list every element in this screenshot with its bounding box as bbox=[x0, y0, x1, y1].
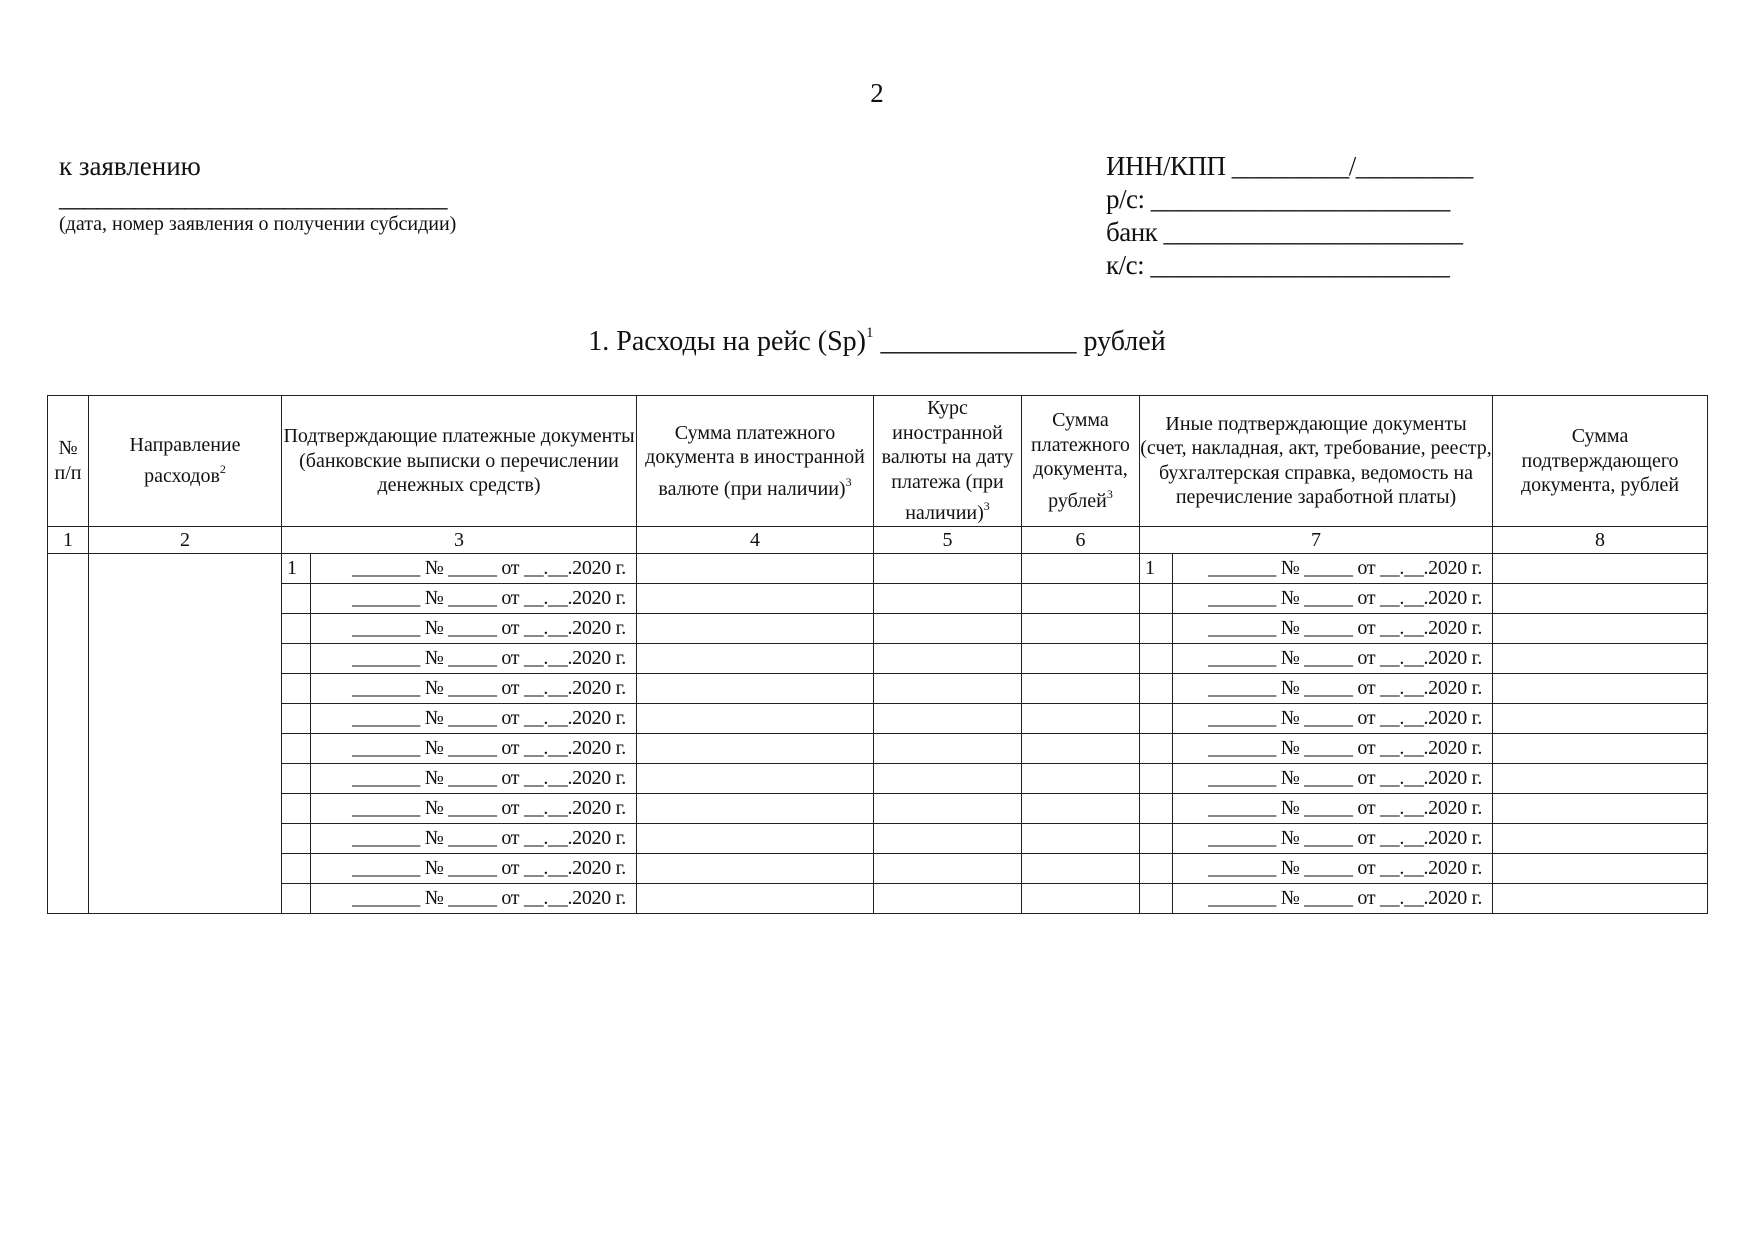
payment-doc-index: 1 bbox=[282, 553, 311, 583]
header-col-5: Курс иностранной валюты на дату платежа (при наличии)$^3$ bbox=[874, 396, 1022, 527]
foreign-amount-cell[interactable] bbox=[637, 553, 874, 583]
payment-doc-index bbox=[282, 643, 311, 673]
table-row bbox=[48, 673, 1708, 703]
exchange-rate-cell[interactable] bbox=[874, 883, 1022, 913]
expense-direction-cell[interactable] bbox=[89, 553, 282, 913]
expenses-table bbox=[47, 395, 1708, 914]
column-number: 3 bbox=[282, 526, 637, 553]
other-doc-index bbox=[1140, 883, 1173, 913]
row-number-cell[interactable] bbox=[48, 553, 89, 913]
payment-doc-field[interactable]: _______ № _____ от __.__.2020 г. bbox=[311, 643, 637, 673]
other-doc-field[interactable]: _______ № _____ от __.__.2020 г. bbox=[1173, 883, 1493, 913]
payment-doc-index bbox=[282, 703, 311, 733]
rub-amount-cell[interactable] bbox=[1022, 733, 1140, 763]
confirming-amount-cell[interactable] bbox=[1493, 553, 1708, 583]
other-doc-field[interactable]: _______ № _____ от __.__.2020 г. bbox=[1173, 673, 1493, 703]
other-doc-field[interactable]: _______ № _____ от __.__.2020 г. bbox=[1173, 763, 1493, 793]
column-numbers-row bbox=[48, 526, 1708, 553]
column-number: 2 bbox=[89, 526, 282, 553]
rub-amount-cell[interactable] bbox=[1022, 853, 1140, 883]
rub-amount-cell[interactable] bbox=[1022, 553, 1140, 583]
bank-requisites bbox=[1106, 150, 1473, 282]
other-doc-field[interactable]: _______ № _____ от __.__.2020 г. bbox=[1173, 823, 1493, 853]
payment-doc-field[interactable]: _______ № _____ от __.__.2020 г. bbox=[311, 673, 637, 703]
column-number: 5 bbox=[874, 526, 1022, 553]
table-row bbox=[48, 793, 1708, 823]
table-row bbox=[48, 733, 1708, 763]
other-doc-index bbox=[1140, 613, 1173, 643]
statement-reference bbox=[59, 150, 456, 236]
confirming-amount-cell[interactable] bbox=[1493, 583, 1708, 613]
confirming-amount-cell[interactable] bbox=[1493, 763, 1708, 793]
section-title bbox=[0, 325, 1754, 358]
exchange-rate-cell[interactable] bbox=[874, 703, 1022, 733]
other-doc-field[interactable]: _______ № _____ от __.__.2020 г. bbox=[1173, 853, 1493, 883]
foreign-amount-cell[interactable] bbox=[637, 793, 874, 823]
payment-doc-field[interactable]: _______ № _____ от __.__.2020 г. bbox=[311, 853, 637, 883]
other-doc-field[interactable]: _______ № _____ от __.__.2020 г. bbox=[1173, 643, 1493, 673]
exchange-rate-cell[interactable] bbox=[874, 613, 1022, 643]
rub-amount-cell[interactable] bbox=[1022, 793, 1140, 823]
statement-hint: (дата, номер заявления о получении субсидии) bbox=[59, 213, 457, 235]
column-number: 7 bbox=[1140, 526, 1493, 553]
exchange-rate-cell[interactable] bbox=[874, 763, 1022, 793]
other-doc-index bbox=[1140, 643, 1173, 673]
payment-doc-field[interactable]: _______ № _____ от __.__.2020 г. bbox=[311, 793, 637, 823]
exchange-rate-cell[interactable] bbox=[874, 733, 1022, 763]
confirming-amount-cell[interactable] bbox=[1493, 733, 1708, 763]
payment-doc-index bbox=[282, 583, 311, 613]
rub-amount-cell[interactable] bbox=[1022, 823, 1140, 853]
table-row bbox=[48, 553, 1708, 583]
exchange-rate-cell[interactable] bbox=[874, 553, 1022, 583]
page-number: 2 bbox=[870, 78, 884, 108]
header-col-3: Подтверждающие платежные документы (банковские выписки о перечислении денежных средств) bbox=[282, 396, 637, 527]
inn-kpp-line: ИНН/КПП _________/_________ bbox=[1106, 151, 1473, 181]
foreign-amount-cell[interactable] bbox=[637, 703, 874, 733]
foreign-amount-cell[interactable] bbox=[637, 613, 874, 643]
confirming-amount-cell[interactable] bbox=[1493, 793, 1708, 823]
other-doc-index bbox=[1140, 673, 1173, 703]
header-col-2: Направление расходов$^2$ bbox=[89, 396, 282, 527]
table-row bbox=[48, 883, 1708, 913]
payment-doc-field[interactable]: _______ № _____ от __.__.2020 г. bbox=[311, 883, 637, 913]
payment-doc-index bbox=[282, 613, 311, 643]
bank-line: банк _______________________ bbox=[1106, 217, 1463, 247]
corr-account-line: к/с: _______________________ bbox=[1106, 250, 1450, 280]
other-doc-index: 1 bbox=[1140, 553, 1173, 583]
header-col-4: Сумма платежного документа в иностранной валюте (при наличии)$^3$ bbox=[637, 396, 874, 527]
payment-doc-index bbox=[282, 763, 311, 793]
other-doc-field[interactable]: _______ № _____ от __.__.2020 г. bbox=[1173, 553, 1493, 583]
table-row bbox=[48, 613, 1708, 643]
rub-amount-cell[interactable] bbox=[1022, 583, 1140, 613]
header-col-7: Иные подтверждающие документы (счет, накладная, акт, требование, реестр, бухгалтерская справка, ведомость на перечисление заработной платы) bbox=[1140, 396, 1493, 527]
payment-doc-field[interactable]: _______ № _____ от __.__.2020 г. bbox=[311, 613, 637, 643]
exchange-rate-cell[interactable] bbox=[874, 853, 1022, 883]
payment-doc-field[interactable]: _______ № _____ от __.__.2020 г. bbox=[311, 553, 637, 583]
other-doc-field[interactable]: _______ № _____ от __.__.2020 г. bbox=[1173, 733, 1493, 763]
foreign-amount-cell[interactable] bbox=[637, 583, 874, 613]
table-row bbox=[48, 823, 1708, 853]
payment-doc-field[interactable]: _______ № _____ от __.__.2020 г. bbox=[311, 733, 637, 763]
other-doc-index bbox=[1140, 703, 1173, 733]
other-doc-index bbox=[1140, 733, 1173, 763]
section-title-main: 1. Расходы на рейс (Sp) bbox=[588, 326, 866, 357]
confirming-amount-cell[interactable] bbox=[1493, 853, 1708, 883]
exchange-rate-cell[interactable] bbox=[874, 583, 1022, 613]
foreign-amount-cell[interactable] bbox=[637, 883, 874, 913]
table-row bbox=[48, 703, 1708, 733]
exchange-rate-cell[interactable] bbox=[874, 793, 1022, 823]
foreign-amount-cell[interactable] bbox=[637, 733, 874, 763]
header-col-8: Сумма подтверждающего документа, рублей bbox=[1493, 396, 1708, 527]
foreign-amount-cell[interactable] bbox=[637, 673, 874, 703]
statement-blank-line: _______________________________ bbox=[59, 182, 447, 212]
table-body bbox=[48, 553, 1708, 913]
header-col-1: № п/п bbox=[48, 396, 89, 527]
header-col-6: Сумма платежного документа, рублей$^3$ bbox=[1022, 396, 1140, 527]
column-number: 6 bbox=[1022, 526, 1140, 553]
exchange-rate-cell[interactable] bbox=[874, 643, 1022, 673]
other-doc-field[interactable]: _______ № _____ от __.__.2020 г. bbox=[1173, 793, 1493, 823]
rub-amount-cell[interactable] bbox=[1022, 643, 1140, 673]
exchange-rate-cell[interactable] bbox=[874, 673, 1022, 703]
other-doc-index bbox=[1140, 583, 1173, 613]
payment-doc-index bbox=[282, 883, 311, 913]
table-row bbox=[48, 853, 1708, 883]
section-title-amount: ______________ рублей bbox=[873, 326, 1166, 357]
payment-doc-field[interactable]: _______ № _____ от __.__.2020 г. bbox=[311, 703, 637, 733]
exchange-rate-cell[interactable] bbox=[874, 823, 1022, 853]
other-doc-field[interactable]: _______ № _____ от __.__.2020 г. bbox=[1173, 613, 1493, 643]
rub-amount-cell[interactable] bbox=[1022, 673, 1140, 703]
payment-doc-field[interactable]: _______ № _____ от __.__.2020 г. bbox=[311, 823, 637, 853]
payment-doc-index bbox=[282, 823, 311, 853]
payment-doc-index bbox=[282, 733, 311, 763]
other-doc-index bbox=[1140, 763, 1173, 793]
other-doc-index bbox=[1140, 823, 1173, 853]
rub-amount-cell[interactable] bbox=[1022, 703, 1140, 733]
section-title-footnote: 1 bbox=[866, 325, 874, 341]
table-row bbox=[48, 583, 1708, 613]
table-header-row bbox=[48, 396, 1708, 527]
rub-amount-cell[interactable] bbox=[1022, 883, 1140, 913]
confirming-amount-cell[interactable] bbox=[1493, 883, 1708, 913]
column-number: 4 bbox=[637, 526, 874, 553]
foreign-amount-cell[interactable] bbox=[637, 763, 874, 793]
payment-doc-index bbox=[282, 853, 311, 883]
foreign-amount-cell[interactable] bbox=[637, 643, 874, 673]
column-number: 1 bbox=[48, 526, 89, 553]
confirming-amount-cell[interactable] bbox=[1493, 643, 1708, 673]
account-line: р/с: _______________________ bbox=[1106, 184, 1450, 214]
other-doc-index bbox=[1140, 793, 1173, 823]
payment-doc-index bbox=[282, 673, 311, 703]
confirming-amount-cell[interactable] bbox=[1493, 613, 1708, 643]
foreign-amount-cell[interactable] bbox=[637, 853, 874, 883]
rub-amount-cell[interactable] bbox=[1022, 613, 1140, 643]
rub-amount-cell[interactable] bbox=[1022, 763, 1140, 793]
confirming-amount-cell[interactable] bbox=[1493, 703, 1708, 733]
other-doc-index bbox=[1140, 853, 1173, 883]
column-number: 8 bbox=[1493, 526, 1708, 553]
payment-doc-field[interactable]: _______ № _____ от __.__.2020 г. bbox=[311, 583, 637, 613]
foreign-amount-cell[interactable] bbox=[637, 823, 874, 853]
table-row bbox=[48, 643, 1708, 673]
payment-doc-field[interactable]: _______ № _____ от __.__.2020 г. bbox=[311, 763, 637, 793]
confirming-amount-cell[interactable] bbox=[1493, 823, 1708, 853]
other-doc-field[interactable]: _______ № _____ от __.__.2020 г. bbox=[1173, 583, 1493, 613]
to-statement-label: к заявлению bbox=[59, 151, 201, 181]
payment-doc-index bbox=[282, 793, 311, 823]
confirming-amount-cell[interactable] bbox=[1493, 673, 1708, 703]
table-row bbox=[48, 763, 1708, 793]
other-doc-field[interactable]: _______ № _____ от __.__.2020 г. bbox=[1173, 703, 1493, 733]
